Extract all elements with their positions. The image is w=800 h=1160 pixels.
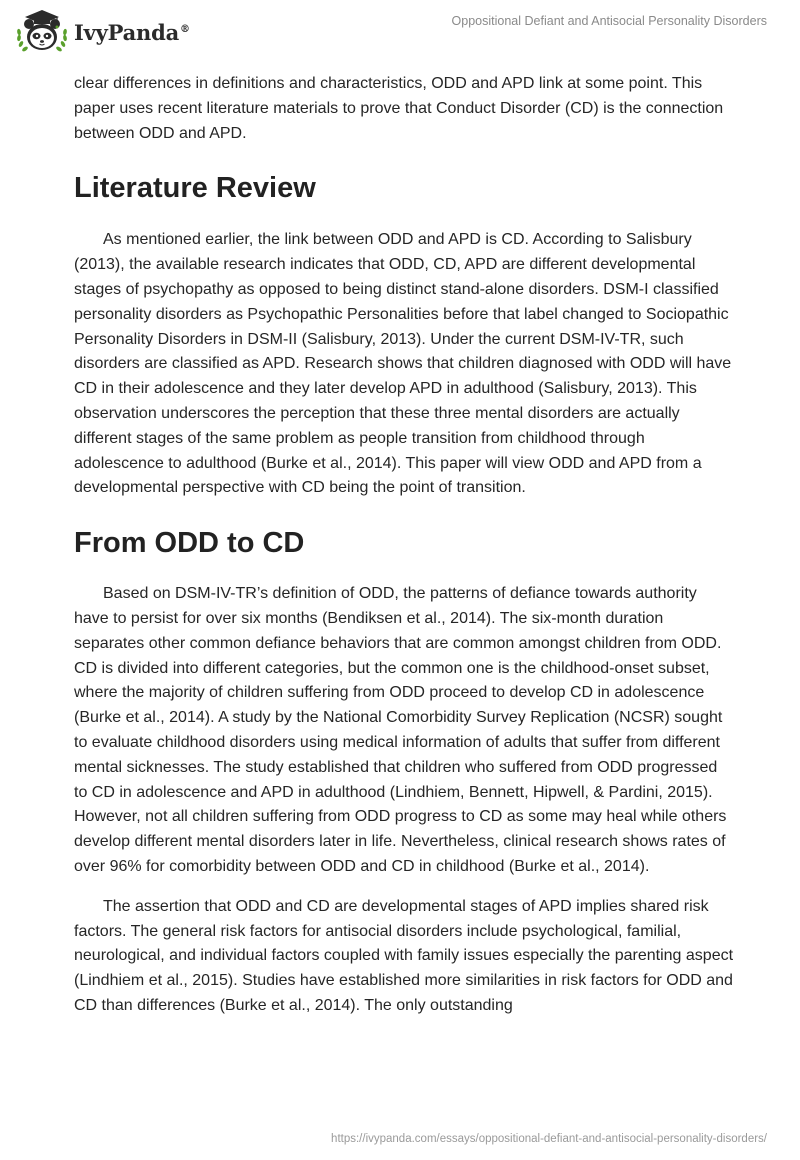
- section-heading-from-odd-to-cd: From ODD to CD: [74, 527, 305, 560]
- panda-graduate-icon: [14, 6, 70, 58]
- page-header: [0, 0, 800, 62]
- article-body: [74, 72, 734, 1019]
- document-title: Oppositional Defiant and Antisocial Personality Disorders: [451, 14, 767, 28]
- paragraph: Based on DSM-IV-TR’s definition of ODD, the patterns of defiance towards authority have to persist for over six months (Bendiksen et al., 2014). The six-month duration separates other common defiance behaviors that are common amongst children from ODD. CD is divided into different categories, but the common one is the childhood-onset subset, where the majority of children suffering from ODD proceed to develop CD in adolescence (Burke et al., 2014). A study by the National Comorbidity Survey Replication (NCSR) sought to evaluate childhood disorders using medical information of adults that suffer from different mental sicknesses. The study established that children who suffered from ODD progressed to CD in adolescence and APD in adulthood (Lindhiem, Bennett, Hipwell, & Pardini, 2015). However, not all children suffering from ODD progress to CD as some may heal while others develop different mental disorders later in life. Nevertheless, clinical research shows rates of over 96% for comorbidity between ODD and CD in childhood (Burke et al., 2014).: [74, 585, 727, 875]
- source-url-link[interactable]: https://ivypanda.com/essays/oppositional-defiant-and-antisocial-personality-disorders/: [331, 1133, 767, 1145]
- section-heading-literature-review: Literature Review: [74, 172, 316, 205]
- paragraph: As mentioned earlier, the link between ODD and APD is CD. According to Salisbury (2013), the available research indicates that ODD, CD, APD are different developmental stages of psychopathy as opposed to being distinct stand-alone disorders. DSM-I classified personality disorders as Psychopathic Personalities before that label changed to Sociopathic Personality Disorders in DSM-II (Salisbury, 2013). Under the current DSM-IV-TR, such disorders are classified as APD. Research shows that children diagnosed with ODD will have CD in their adolescence and they later develop APD in adulthood (Salisbury, 2013). This observation underscores the perception that these three mental disorders are actually different stages of the same problem as people transition from childhood through adolescence to adulthood (Burke et al., 2014). This paper will view ODD and APD from a developmental perspective with CD being the point of transition.: [74, 231, 732, 497]
- intro-paragraph: clear differences in definitions and characteristics, ODD and APD link at some point. This paper uses recent literature materials to prove that Conduct Disorder (CD) is the connection between ODD and APD.: [74, 75, 724, 142]
- ivypanda-logo[interactable]: [14, 6, 190, 58]
- paragraph: The assertion that ODD and CD are developmental stages of APD implies shared risk factors. The general risk factors for antisocial disorders include psychological, familial, neurological, and individual factors coupled with family issues especially the parenting aspect (Lindhiem et al., 2015). Studies have established more similarities in risk factors for ODD and CD than differences (Burke et al., 2014). The only outstanding: [74, 897, 734, 1014]
- brand-name: IvyPanda®: [74, 19, 190, 45]
- registered-mark: ®: [180, 23, 190, 35]
